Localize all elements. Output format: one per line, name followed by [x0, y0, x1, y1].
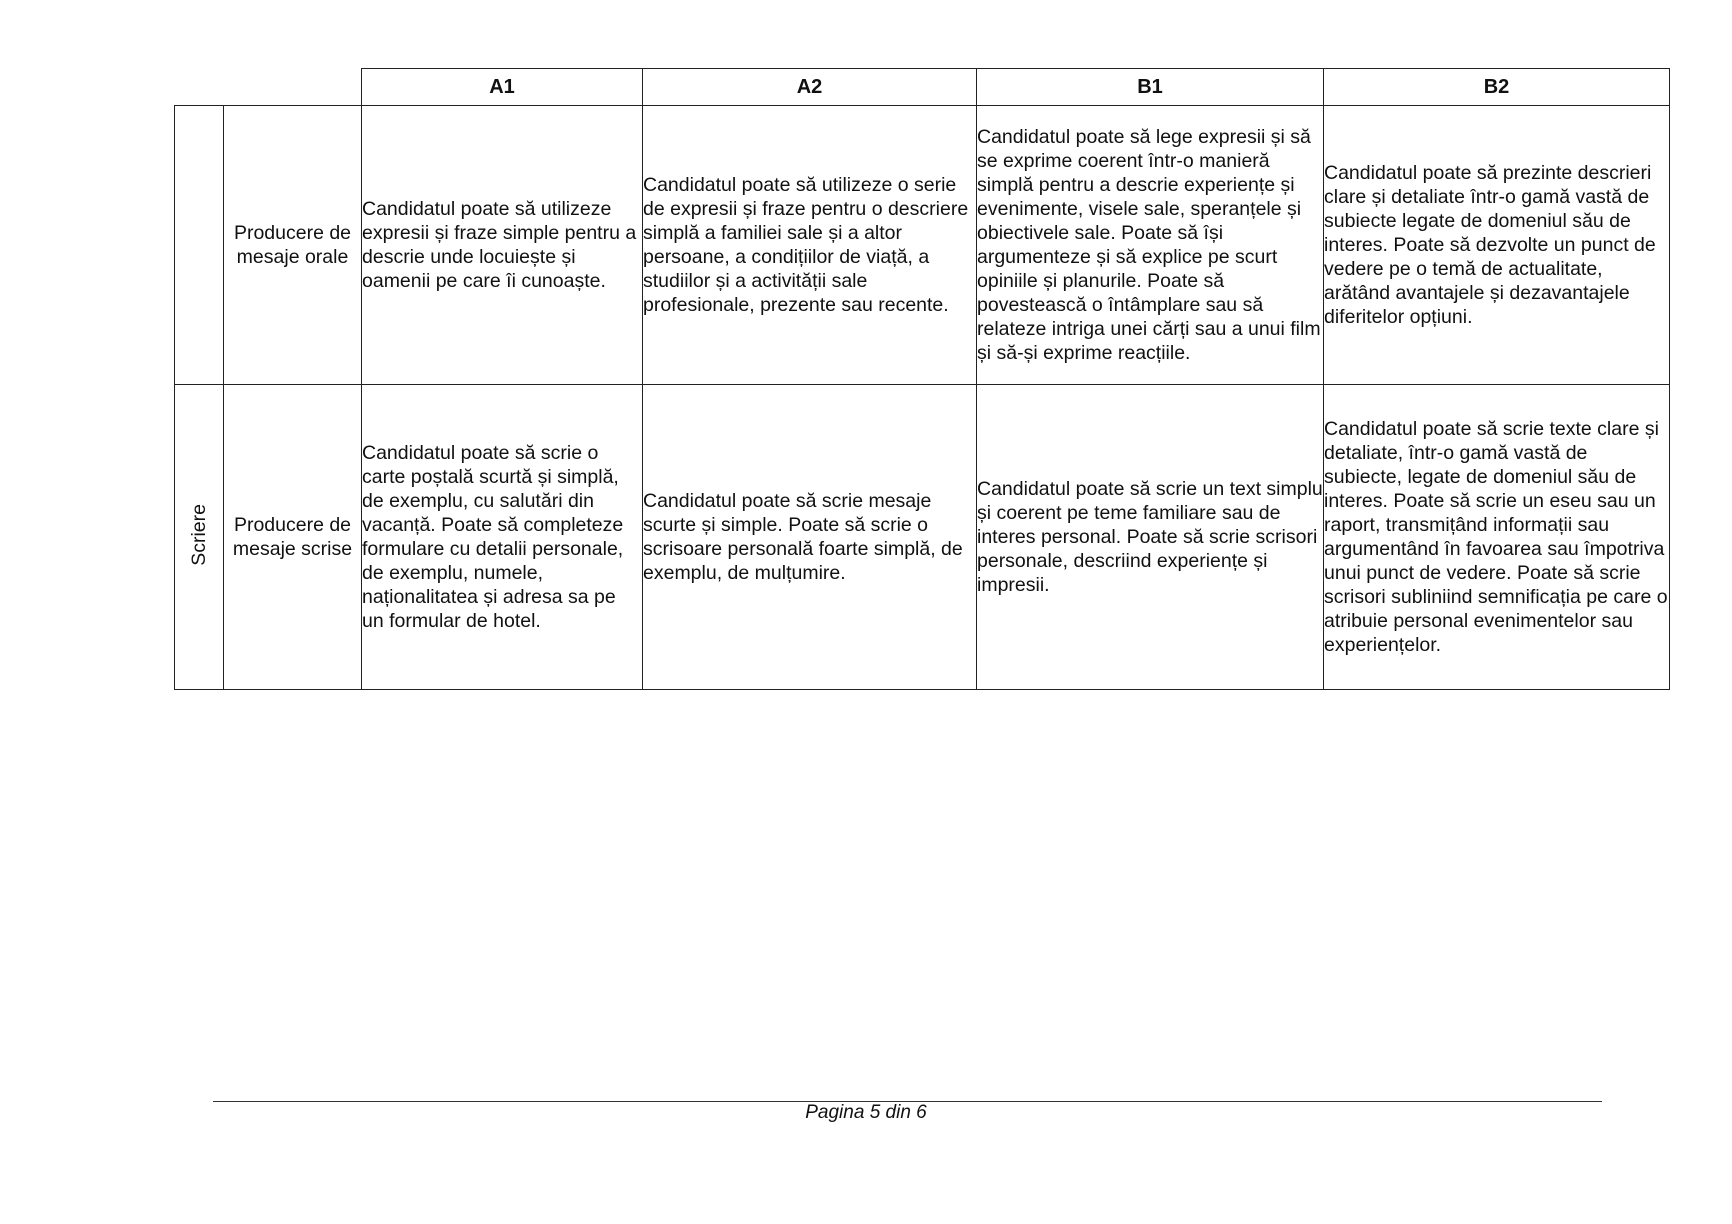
subcategory-cell: Producere de mesaje orale [224, 106, 362, 385]
descriptor-cell-b1: Candidatul poate să scrie un text simplu și coerent pe teme familiare sau de interes personal. Poate să scrie scrisori personale, descriind experiențe și impresii. [977, 385, 1324, 690]
table-row [175, 385, 1670, 690]
descriptor-cell-a1: Candidatul poate să utilizeze expresii și fraze simple pentru a descrie unde locuiește și oamenii pe care îi cunoaște. [362, 106, 643, 385]
descriptor-cell-b2: Candidatul poate să scrie texte clare și detaliate, într-o gamă vastă de subiecte, legate de domeniul său de interes. Poate să scrie un eseu sau un raport, transmițând informații sau argumentând în favoarea sau împotriva unui punct de vedere. Poate să scrie scrisori subliniind semnificația pe care o atribuie personal evenimentelor sau experiențelor. [1324, 385, 1670, 690]
descriptor-cell-a2: Candidatul poate să utilizeze o serie de expresii și fraze pentru o descriere simplă a familiei sale și a altor persoane, a condițiilor de viață, a studiilor și a activității sale profesionale, prezente sau recente. [643, 106, 977, 385]
header-blank-skill [175, 69, 224, 106]
header-b1: B1 [977, 69, 1324, 106]
skill-cell [175, 385, 224, 690]
header-row [175, 69, 1670, 106]
descriptor-cell-a2: Candidatul poate să scrie mesaje scurte și simple. Poate să scrie o scrisoare personală foarte simplă, de exemplu, de mulțumire. [643, 385, 977, 690]
table-row [175, 106, 1670, 385]
competence-table [174, 68, 1670, 690]
page-number: Pagina 5 din 6 [805, 1102, 927, 1123]
subcategory-cell: Producere de mesaje scrise [224, 385, 362, 690]
header-a1: A1 [362, 69, 643, 106]
header-b2: B2 [1324, 69, 1670, 106]
header-a2: A2 [643, 69, 977, 106]
skill-label: Scriere [187, 503, 210, 566]
descriptor-cell-b2: Candidatul poate să prezinte descrieri clare și detaliate într-o gamă vastă de subiecte legate de domeniul său de interes. Poate să dezvolte un punct de vedere pe o temă de actualitate, arătând avantajele și dezavantajele diferitelor opțiuni. [1324, 106, 1670, 385]
header-blank-subcategory [224, 69, 362, 106]
skill-cell [175, 106, 224, 385]
descriptor-cell-b1: Candidatul poate să lege expresii și să se exprime coerent într-o manieră simplă pentru a descrie experiențe și evenimente, visele sale, speranțele și obiectivele sale. Poate să își argumenteze și să explice pe scurt opiniile și planurile. Poate să povestească o întâmplare sau să relateze intriga unei cărți sau a unui film și să-și exprime reacțiile. [977, 106, 1324, 385]
descriptor-cell-a1: Candidatul poate să scrie o carte poștală scurtă și simplă, de exemplu, cu salutări din vacanță. Poate să completeze formulare cu detalii personale, de exemplu, numele, naționalitatea și adresa sa pe un formular de hotel. [362, 385, 643, 690]
